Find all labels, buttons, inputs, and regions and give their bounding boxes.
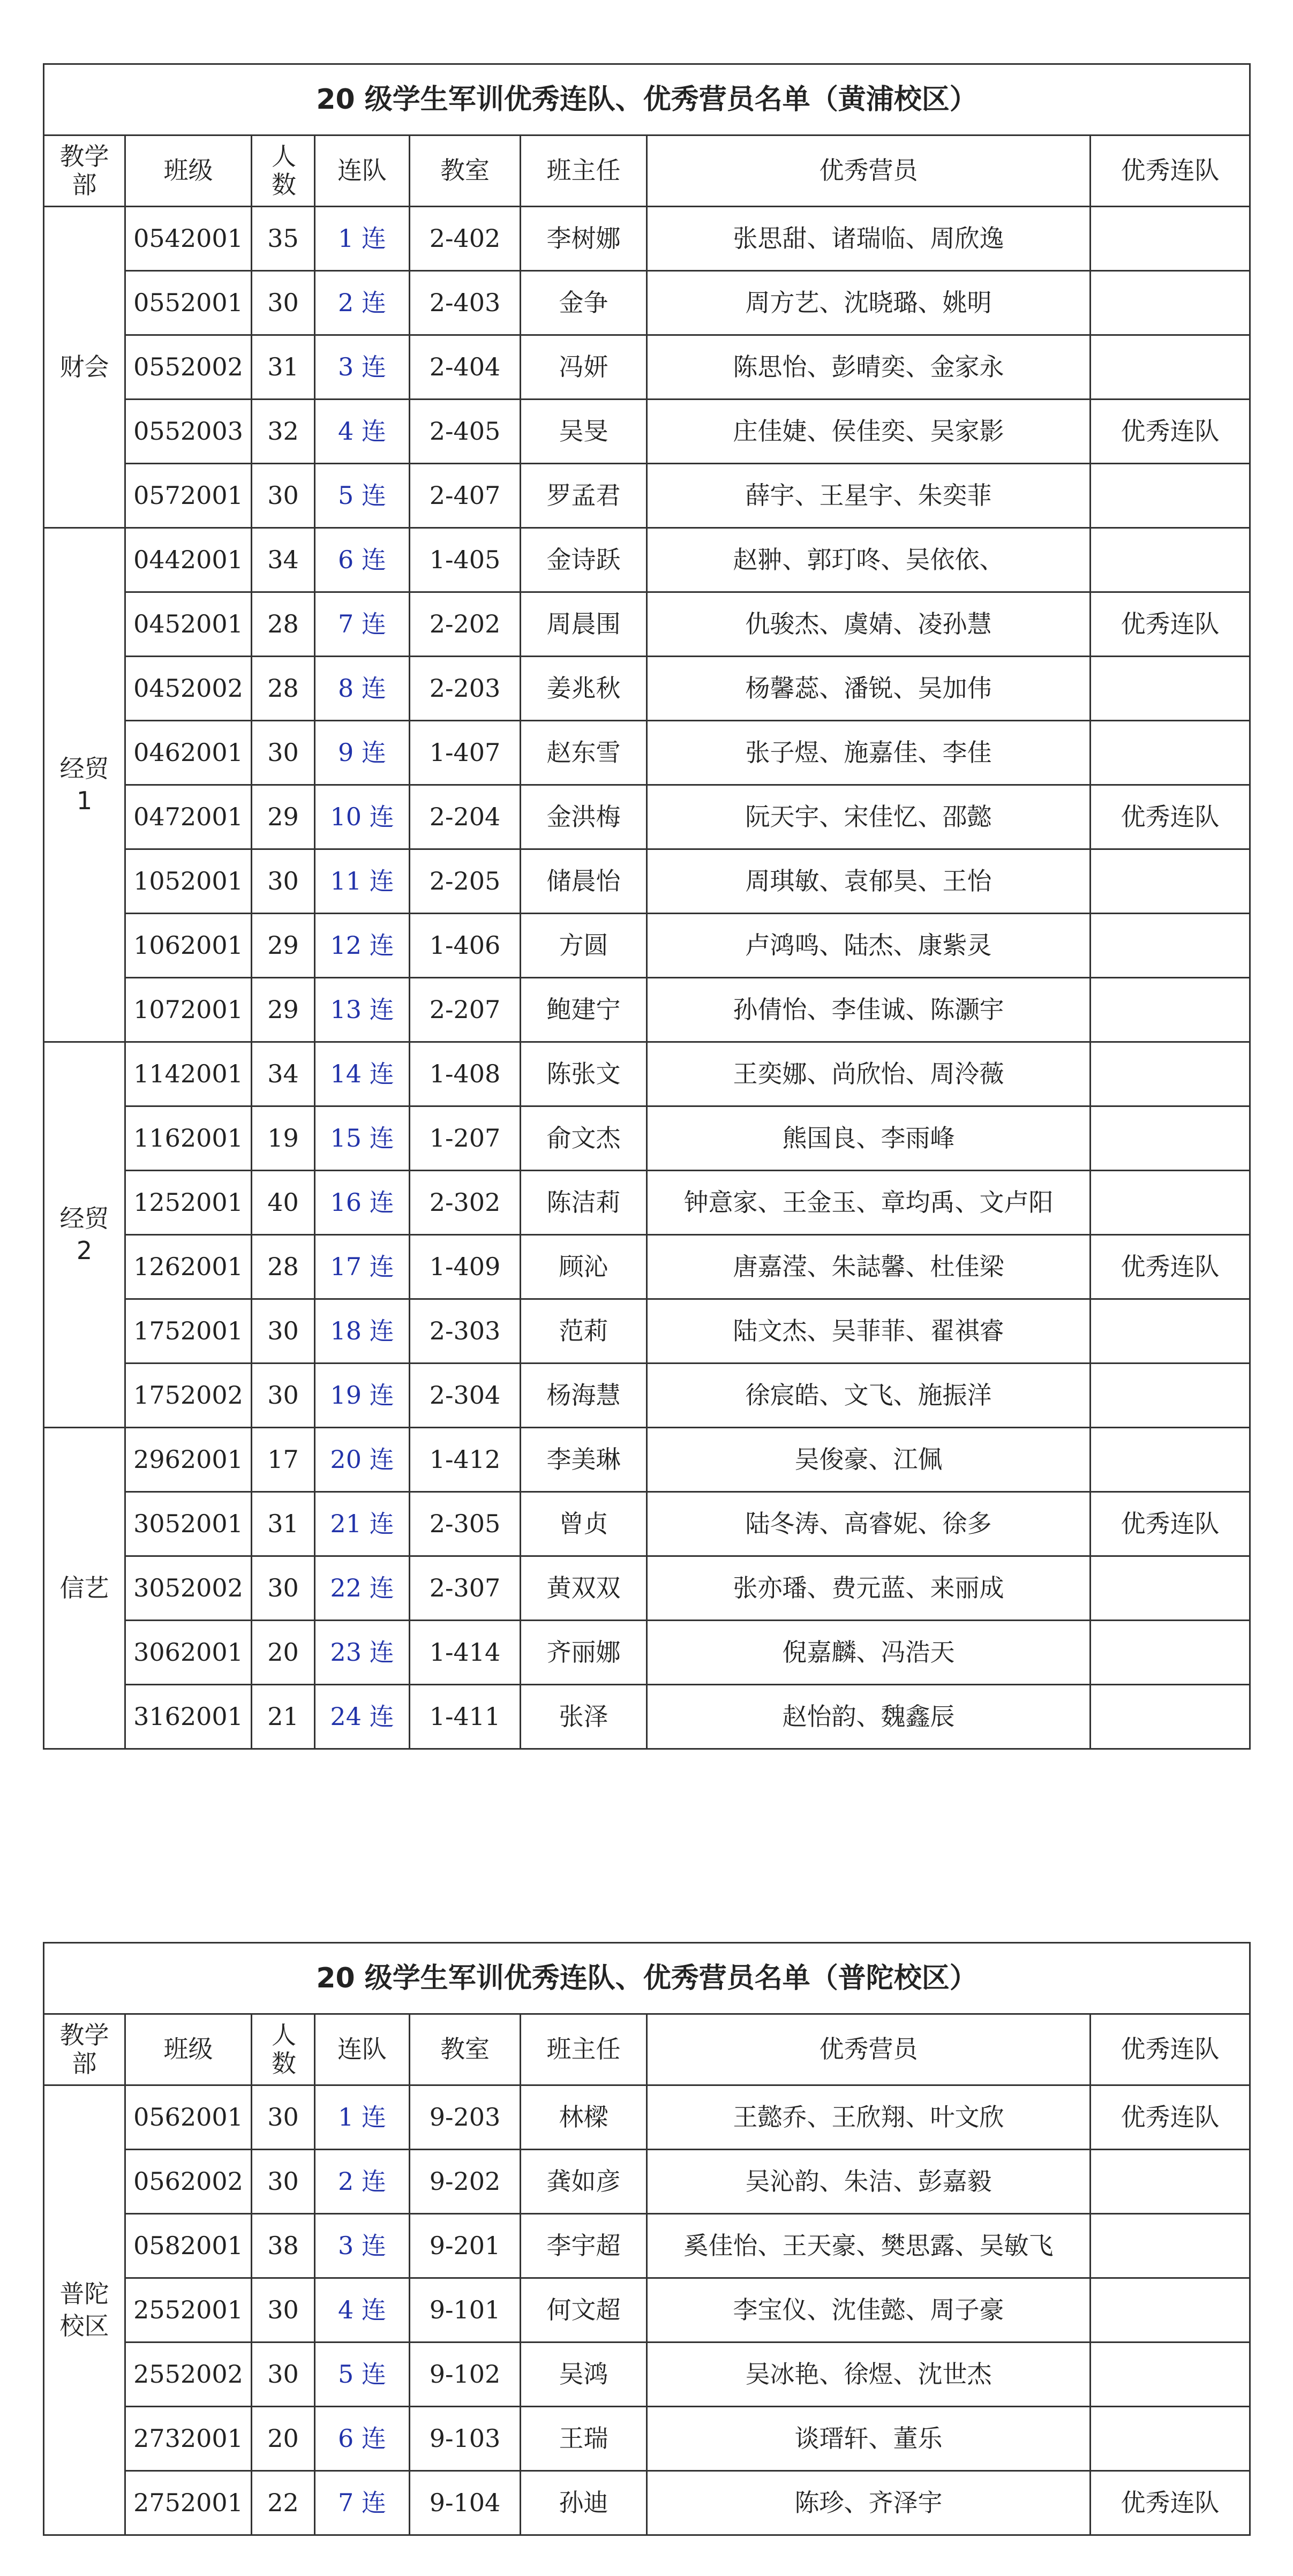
members-cell: 谈瑨轩、董乐: [647, 2407, 1091, 2471]
company-cell: 4 连: [315, 2278, 410, 2342]
classroom-cell: 9-201: [410, 2214, 521, 2278]
award-cell: [1091, 2407, 1250, 2471]
table-title: 20 级学生军训优秀连队、优秀营员名单（黄浦校区）: [44, 64, 1250, 135]
teacher-cell: 孙迪: [521, 2471, 647, 2535]
column-header: 优秀营员: [647, 135, 1091, 207]
members-cell: 卢鸿鸣、陆杰、康紫灵: [647, 914, 1091, 978]
company-cell: 5 连: [315, 2342, 410, 2407]
members-cell: 周琪敏、袁郁昊、王怡: [647, 849, 1091, 914]
award-cell: [1091, 914, 1250, 978]
award-cell: [1091, 528, 1250, 592]
members-cell: 王懿乔、王欣翔、叶文欣: [647, 2085, 1091, 2150]
teacher-cell: 金争: [521, 271, 647, 335]
huangpu-table: [43, 63, 1251, 1750]
award-cell: [1091, 1299, 1250, 1364]
class-cell: 0552001: [125, 271, 252, 335]
table-row: [44, 1621, 1250, 1685]
class-cell: 0562002: [125, 2150, 252, 2214]
table-row: [44, 721, 1250, 785]
members-cell: 庄佳婕、侯佳奕、吴家影: [647, 400, 1091, 464]
classroom-cell: 2-405: [410, 400, 521, 464]
classroom-cell: 2-407: [410, 464, 521, 528]
count-cell: 38: [252, 2214, 315, 2278]
count-cell: 30: [252, 1364, 315, 1428]
teacher-cell: 周晨围: [521, 592, 647, 657]
count-cell: 20: [252, 1621, 315, 1685]
classroom-cell: 1-407: [410, 721, 521, 785]
company-cell: 17 连: [315, 1235, 410, 1299]
company-cell: 16 连: [315, 1171, 410, 1235]
classroom-cell: 2-207: [410, 978, 521, 1042]
award-cell: 优秀连队: [1091, 2471, 1250, 2535]
count-cell: 28: [252, 1235, 315, 1299]
teacher-cell: 罗孟君: [521, 464, 647, 528]
teacher-cell: 曾贞: [521, 1492, 647, 1556]
department-cell: 经贸1: [44, 528, 125, 1042]
class-cell: 0462001: [125, 721, 252, 785]
award-cell: 优秀连队: [1091, 1235, 1250, 1299]
members-cell: 陈珍、齐泽宇: [647, 2471, 1091, 2535]
count-cell: 17: [252, 1428, 315, 1492]
members-cell: 孙倩怡、李佳诚、陈灏宇: [647, 978, 1091, 1042]
count-cell: 22: [252, 2471, 315, 2535]
table-row: [44, 849, 1250, 914]
company-cell: 3 连: [315, 335, 410, 400]
members-cell: 李宝仪、沈佳懿、周子豪: [647, 2278, 1091, 2342]
table-row: [44, 2085, 1250, 2150]
company-cell: 14 连: [315, 1042, 410, 1106]
class-cell: 0472001: [125, 785, 252, 849]
award-cell: [1091, 2150, 1250, 2214]
company-cell: 20 连: [315, 1428, 410, 1492]
teacher-cell: 范莉: [521, 1299, 647, 1364]
award-cell: [1091, 1171, 1250, 1235]
members-cell: 张思甜、诸瑞临、周欣逸: [647, 207, 1091, 271]
classroom-cell: 9-103: [410, 2407, 521, 2471]
count-cell: 30: [252, 849, 315, 914]
teacher-cell: 龚如彦: [521, 2150, 647, 2214]
members-cell: 周方艺、沈晓璐、姚明: [647, 271, 1091, 335]
members-cell: 王奕娜、尚欣怡、周泠薇: [647, 1042, 1091, 1106]
class-cell: 3052002: [125, 1556, 252, 1621]
company-cell: 7 连: [315, 2471, 410, 2535]
members-cell: 吴俊豪、江佩: [647, 1428, 1091, 1492]
teacher-cell: 李宇超: [521, 2214, 647, 2278]
classroom-cell: 9-202: [410, 2150, 521, 2214]
column-header: 连队: [315, 2014, 410, 2085]
award-cell: [1091, 1042, 1250, 1106]
members-cell: 吴冰艳、徐煜、沈世杰: [647, 2342, 1091, 2407]
teacher-cell: 冯妍: [521, 335, 647, 400]
company-cell: 10 连: [315, 785, 410, 849]
count-cell: 30: [252, 271, 315, 335]
classroom-cell: 1-411: [410, 1685, 521, 1749]
company-cell: 1 连: [315, 2085, 410, 2150]
members-cell: 徐宸皓、文飞、施振洋: [647, 1364, 1091, 1428]
company-cell: 13 连: [315, 978, 410, 1042]
members-cell: 熊国良、李雨峰: [647, 1106, 1091, 1171]
table-row: [44, 1364, 1250, 1428]
members-cell: 张子煜、施嘉佳、李佳: [647, 721, 1091, 785]
count-cell: 30: [252, 721, 315, 785]
class-cell: 2552002: [125, 2342, 252, 2407]
classroom-cell: 9-101: [410, 2278, 521, 2342]
table-row: [44, 1492, 1250, 1556]
classroom-cell: 1-406: [410, 914, 521, 978]
award-cell: [1091, 1106, 1250, 1171]
column-header: 班主任: [521, 135, 647, 207]
count-cell: 30: [252, 2278, 315, 2342]
column-header: 班级: [125, 135, 252, 207]
column-header: 教室: [410, 2014, 521, 2085]
award-cell: [1091, 335, 1250, 400]
members-cell: 陆文杰、吴菲菲、翟祺睿: [647, 1299, 1091, 1364]
teacher-cell: 赵东雪: [521, 721, 647, 785]
count-cell: 30: [252, 2150, 315, 2214]
company-cell: 8 连: [315, 657, 410, 721]
teacher-cell: 杨海慧: [521, 1364, 647, 1428]
members-cell: 吴沁韵、朱洁、彭嘉毅: [647, 2150, 1091, 2214]
table-row: [44, 1171, 1250, 1235]
class-cell: 1072001: [125, 978, 252, 1042]
award-cell: [1091, 1556, 1250, 1621]
class-cell: 1162001: [125, 1106, 252, 1171]
table-row: [44, 2150, 1250, 2214]
class-cell: 2962001: [125, 1428, 252, 1492]
award-cell: [1091, 2214, 1250, 2278]
classroom-cell: 2-305: [410, 1492, 521, 1556]
classroom-cell: 2-205: [410, 849, 521, 914]
teacher-cell: 李树娜: [521, 207, 647, 271]
table-row: [44, 1299, 1250, 1364]
award-cell: [1091, 271, 1250, 335]
table-row: [44, 592, 1250, 657]
award-cell: [1091, 2342, 1250, 2407]
table-row: [44, 2471, 1250, 2535]
table-row: [44, 1106, 1250, 1171]
class-cell: 0552002: [125, 335, 252, 400]
count-cell: 35: [252, 207, 315, 271]
company-cell: 21 连: [315, 1492, 410, 1556]
column-header: 连队: [315, 135, 410, 207]
members-cell: 陆冬涛、高睿妮、徐多: [647, 1492, 1091, 1556]
teacher-cell: 林樑: [521, 2085, 647, 2150]
award-cell: 优秀连队: [1091, 2085, 1250, 2150]
class-cell: 3052001: [125, 1492, 252, 1556]
members-cell: 陈思怡、彭晴奕、金家永: [647, 335, 1091, 400]
table-row: [44, 528, 1250, 592]
company-cell: 3 连: [315, 2214, 410, 2278]
class-cell: 1262001: [125, 1235, 252, 1299]
class-cell: 0552003: [125, 400, 252, 464]
count-cell: 30: [252, 2085, 315, 2150]
count-cell: 34: [252, 1042, 315, 1106]
class-cell: 0582001: [125, 2214, 252, 2278]
classroom-cell: 2-302: [410, 1171, 521, 1235]
classroom-cell: 2-304: [410, 1364, 521, 1428]
table-row: [44, 271, 1250, 335]
award-cell: [1091, 849, 1250, 914]
table-row: [44, 1235, 1250, 1299]
table-row: [44, 207, 1250, 271]
teacher-cell: 鲍建宁: [521, 978, 647, 1042]
count-cell: 31: [252, 335, 315, 400]
award-cell: 优秀连队: [1091, 1492, 1250, 1556]
award-cell: 优秀连队: [1091, 785, 1250, 849]
count-cell: 30: [252, 1299, 315, 1364]
count-cell: 29: [252, 978, 315, 1042]
count-cell: 28: [252, 592, 315, 657]
award-cell: 优秀连队: [1091, 400, 1250, 464]
column-header: 教室: [410, 135, 521, 207]
company-cell: 19 连: [315, 1364, 410, 1428]
department-cell: 财会: [44, 207, 125, 528]
award-cell: [1091, 207, 1250, 271]
class-cell: 0562001: [125, 2085, 252, 2150]
column-header: 班级: [125, 2014, 252, 2085]
table-row: [44, 978, 1250, 1042]
class-cell: 0442001: [125, 528, 252, 592]
department-cell: 信艺: [44, 1428, 125, 1749]
department-cell: 普陀校区: [44, 2085, 125, 2535]
count-cell: 29: [252, 785, 315, 849]
table-row: [44, 335, 1250, 400]
classroom-cell: 2-307: [410, 1556, 521, 1621]
teacher-cell: 李美琳: [521, 1428, 647, 1492]
class-cell: 0452001: [125, 592, 252, 657]
award-cell: [1091, 657, 1250, 721]
class-cell: 1062001: [125, 914, 252, 978]
company-cell: 18 连: [315, 1299, 410, 1364]
count-cell: 40: [252, 1171, 315, 1235]
count-cell: 28: [252, 657, 315, 721]
count-cell: 30: [252, 464, 315, 528]
award-cell: [1091, 1621, 1250, 1685]
count-cell: 34: [252, 528, 315, 592]
table-row: [44, 1685, 1250, 1749]
count-cell: 32: [252, 400, 315, 464]
classroom-cell: 1-409: [410, 1235, 521, 1299]
class-cell: 1142001: [125, 1042, 252, 1106]
teacher-cell: 姜兆秋: [521, 657, 647, 721]
column-header: 优秀连队: [1091, 2014, 1250, 2085]
members-cell: 倪嘉麟、冯浩天: [647, 1621, 1091, 1685]
company-cell: 24 连: [315, 1685, 410, 1749]
classroom-cell: 2-204: [410, 785, 521, 849]
department-cell: 经贸2: [44, 1042, 125, 1428]
award-cell: [1091, 2278, 1250, 2342]
class-cell: 0542001: [125, 207, 252, 271]
company-cell: 9 连: [315, 721, 410, 785]
classroom-cell: 9-203: [410, 2085, 521, 2150]
table-row: [44, 464, 1250, 528]
count-cell: 30: [252, 2342, 315, 2407]
class-cell: 1752001: [125, 1299, 252, 1364]
table-row: [44, 657, 1250, 721]
teacher-cell: 陈张文: [521, 1042, 647, 1106]
count-cell: 19: [252, 1106, 315, 1171]
teacher-cell: 陈洁莉: [521, 1171, 647, 1235]
members-cell: 薛宇、王星宇、朱奕菲: [647, 464, 1091, 528]
classroom-cell: 1-414: [410, 1621, 521, 1685]
classroom-cell: 1-405: [410, 528, 521, 592]
teacher-cell: 方圆: [521, 914, 647, 978]
company-cell: 11 连: [315, 849, 410, 914]
teacher-cell: 王瑞: [521, 2407, 647, 2471]
classroom-cell: 1-207: [410, 1106, 521, 1171]
members-cell: 奚佳怡、王天豪、樊思露、吴敏飞: [647, 2214, 1091, 2278]
members-cell: 张亦璠、费元蓝、来丽成: [647, 1556, 1091, 1621]
column-header: 人数: [252, 2014, 315, 2085]
members-cell: 杨馨蕊、潘锐、吴加伟: [647, 657, 1091, 721]
award-cell: [1091, 1428, 1250, 1492]
company-cell: 12 连: [315, 914, 410, 978]
teacher-cell: 金洪梅: [521, 785, 647, 849]
class-cell: 2552001: [125, 2278, 252, 2342]
classroom-cell: 1-412: [410, 1428, 521, 1492]
column-header: 人数: [252, 135, 315, 207]
table-row: [44, 1556, 1250, 1621]
award-cell: [1091, 721, 1250, 785]
table-row: [44, 1428, 1250, 1492]
members-cell: 赵翀、郭玎咚、吴依依、: [647, 528, 1091, 592]
class-cell: 1252001: [125, 1171, 252, 1235]
classroom-cell: 2-303: [410, 1299, 521, 1364]
company-cell: 4 连: [315, 400, 410, 464]
teacher-cell: 张泽: [521, 1685, 647, 1749]
classroom-cell: 1-408: [410, 1042, 521, 1106]
table-row: [44, 785, 1250, 849]
award-cell: [1091, 1364, 1250, 1428]
class-cell: 3062001: [125, 1621, 252, 1685]
count-cell: 29: [252, 914, 315, 978]
column-header: 教学部: [44, 2014, 125, 2085]
company-cell: 1 连: [315, 207, 410, 271]
table-row: [44, 2407, 1250, 2471]
company-cell: 2 连: [315, 2150, 410, 2214]
members-cell: 赵怡韵、魏鑫辰: [647, 1685, 1091, 1749]
class-cell: 2752001: [125, 2471, 252, 2535]
count-cell: 30: [252, 1556, 315, 1621]
teacher-cell: 吴鸿: [521, 2342, 647, 2407]
company-cell: 15 连: [315, 1106, 410, 1171]
class-cell: 2732001: [125, 2407, 252, 2471]
class-cell: 0572001: [125, 464, 252, 528]
members-cell: 钟意家、王金玉、章均禹、文卢阳: [647, 1171, 1091, 1235]
table-row: [44, 400, 1250, 464]
table-row: [44, 1042, 1250, 1106]
classroom-cell: 2-404: [410, 335, 521, 400]
company-cell: 22 连: [315, 1556, 410, 1621]
teacher-cell: 顾沁: [521, 1235, 647, 1299]
award-cell: [1091, 464, 1250, 528]
teacher-cell: 黄双双: [521, 1556, 647, 1621]
column-header: 教学部: [44, 135, 125, 207]
teacher-cell: 吴旻: [521, 400, 647, 464]
table-row: [44, 2278, 1250, 2342]
teacher-cell: 金诗跃: [521, 528, 647, 592]
count-cell: 20: [252, 2407, 315, 2471]
members-cell: 阮天宇、宋佳忆、邵懿: [647, 785, 1091, 849]
classroom-cell: 2-403: [410, 271, 521, 335]
award-cell: 优秀连队: [1091, 592, 1250, 657]
classroom-cell: 9-104: [410, 2471, 521, 2535]
company-cell: 23 连: [315, 1621, 410, 1685]
company-cell: 6 连: [315, 528, 410, 592]
class-cell: 1052001: [125, 849, 252, 914]
classroom-cell: 2-203: [410, 657, 521, 721]
class-cell: 1752002: [125, 1364, 252, 1428]
table-row: [44, 2214, 1250, 2278]
teacher-cell: 何文超: [521, 2278, 647, 2342]
class-cell: 0452002: [125, 657, 252, 721]
award-cell: [1091, 978, 1250, 1042]
count-cell: 31: [252, 1492, 315, 1556]
table-title: 20 级学生军训优秀连队、优秀营员名单（普陀校区）: [44, 1943, 1250, 2014]
table-row: [44, 2342, 1250, 2407]
company-cell: 2 连: [315, 271, 410, 335]
putuo-table: [43, 1942, 1251, 2536]
column-header: 班主任: [521, 2014, 647, 2085]
company-cell: 5 连: [315, 464, 410, 528]
teacher-cell: 俞文杰: [521, 1106, 647, 1171]
teacher-cell: 齐丽娜: [521, 1621, 647, 1685]
company-cell: 6 连: [315, 2407, 410, 2471]
classroom-cell: 2-402: [410, 207, 521, 271]
class-cell: 3162001: [125, 1685, 252, 1749]
members-cell: 唐嘉滢、朱誌馨、杜佳梁: [647, 1235, 1091, 1299]
members-cell: 仇骏杰、虞婧、凌孙慧: [647, 592, 1091, 657]
column-header: 优秀营员: [647, 2014, 1091, 2085]
award-cell: [1091, 1685, 1250, 1749]
table-row: [44, 914, 1250, 978]
classroom-cell: 9-102: [410, 2342, 521, 2407]
count-cell: 21: [252, 1685, 315, 1749]
teacher-cell: 储晨怡: [521, 849, 647, 914]
classroom-cell: 2-202: [410, 592, 521, 657]
column-header: 优秀连队: [1091, 135, 1250, 207]
company-cell: 7 连: [315, 592, 410, 657]
